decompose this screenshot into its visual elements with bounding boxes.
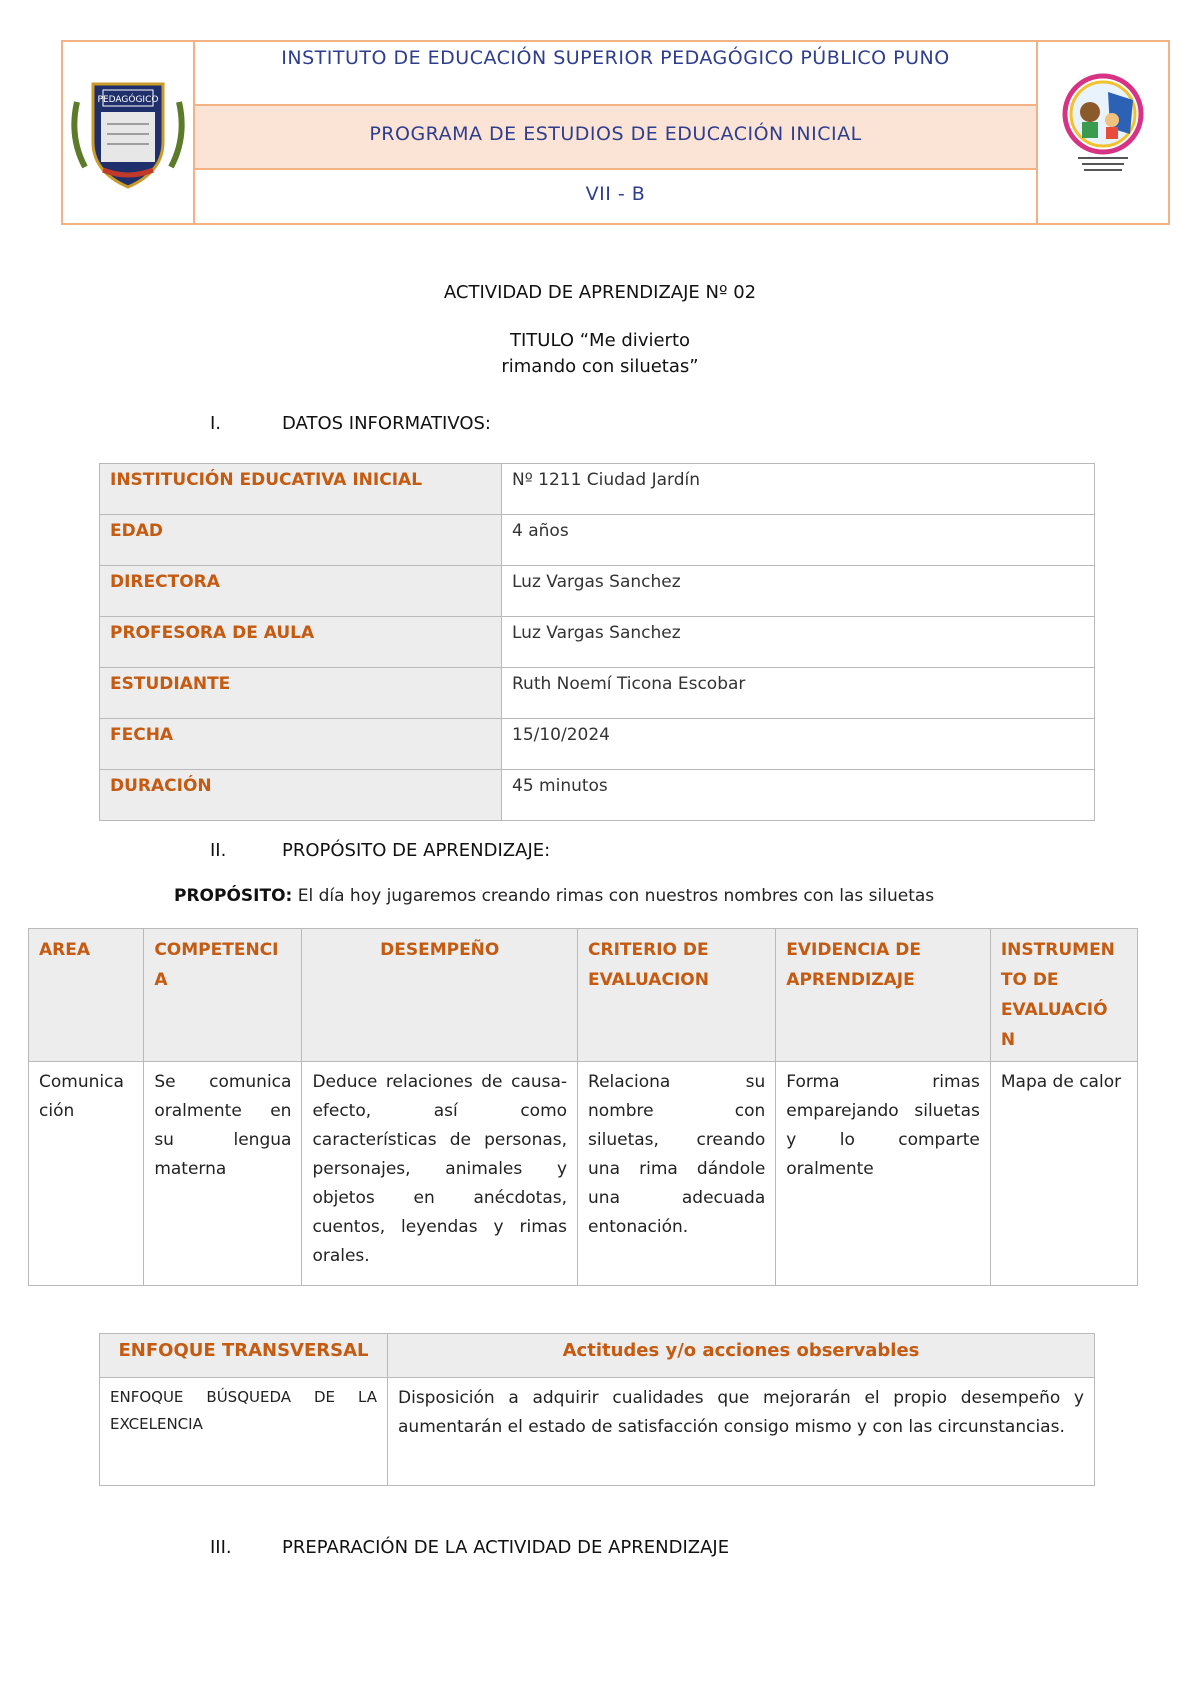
institute-shield-icon (63, 42, 193, 223)
datos-table (99, 463, 1095, 821)
datos-value: Luz Vargas Sanchez (502, 617, 1095, 668)
document-header (61, 40, 1170, 225)
column-header: AREA (29, 929, 144, 1062)
section-2-title: PROPÓSITO DE APRENDIZAJE: (282, 840, 551, 861)
column-header: Actitudes y/o acciones observables (388, 1334, 1095, 1378)
column-header: ENFOQUE TRANSVERSAL (100, 1334, 388, 1378)
enfoque-name: ENFOQUE BÚSQUEDA DE LA EXCELENCIA (100, 1378, 388, 1486)
datos-label: INSTITUCIÓN EDUCATIVA INICIAL (100, 464, 502, 515)
table-row (100, 566, 1095, 617)
activity-title-line2: rimando con siluetas” (501, 356, 699, 377)
proposito-table (28, 928, 1138, 1286)
section-2-number: II. (210, 840, 227, 861)
section-1-heading (210, 413, 491, 434)
program-name: PROGRAMA DE ESTUDIOS DE EDUCACIÓN INICIAL (195, 104, 1036, 170)
section-2-heading (210, 840, 550, 861)
proposito-label: PROPÓSITO: (174, 886, 293, 906)
datos-value: Ruth Noemí Ticona Escobar (502, 668, 1095, 719)
datos-value: Nº 1211 Ciudad Jardín (502, 464, 1095, 515)
datos-label: PROFESORA DE AULA (100, 617, 502, 668)
institute-name: INSTITUTO DE EDUCACIÓN SUPERIOR PEDAGÓGICO PÚBLICO PUNO (281, 47, 950, 69)
section-3-title: PREPARACIÓN DE LA ACTIVIDAD DE APRENDIZAJE (282, 1537, 730, 1558)
proposito-text: El día hoy jugaremos creando rimas con nuestros nombres con las siluetas (292, 886, 935, 906)
datos-label: ESTUDIANTE (100, 668, 502, 719)
logo-lettering: PEDAGÓGICO (97, 95, 159, 105)
table-row (100, 515, 1095, 566)
activity-heading: ACTIVIDAD DE APRENDIZAJE Nº 02 (443, 282, 757, 303)
table-row (100, 1378, 1095, 1486)
datos-label: DIRECTORA (100, 566, 502, 617)
enfoque-table (99, 1333, 1095, 1486)
datos-label: EDAD (100, 515, 502, 566)
header-center (195, 42, 1036, 223)
table-cell: Deduce relaciones de causa-efecto, así como características de personas, personajes, animales y objetos en anécdotas, cuentos, leyendas y rimas orales. (302, 1062, 578, 1286)
table-cell: Relaciona su nombre con siluetas, creando una rima dándole una adecuada entonación. (578, 1062, 776, 1286)
datos-label: DURACIÓN (100, 770, 502, 821)
column-header: CRITERIO DE EVALUACION (578, 929, 776, 1062)
table-header-row (29, 929, 1138, 1062)
table-cell: Forma rimas emparejando siluetas y lo comparte oralmente (776, 1062, 991, 1286)
section-1-number: I. (210, 413, 222, 434)
datos-value: 4 años (502, 515, 1095, 566)
datos-label: FECHA (100, 719, 502, 770)
section-3-number: III. (210, 1537, 232, 1558)
column-header: COMPETENCI A (144, 929, 302, 1062)
table-cell: Comunica ción (29, 1062, 144, 1286)
table-row (100, 668, 1095, 719)
table-row (100, 719, 1095, 770)
table-row (100, 464, 1095, 515)
column-header: INSTRUMEN TO DE EVALUACIÓ N (990, 929, 1137, 1062)
section-3-heading (210, 1537, 729, 1558)
datos-value: 45 minutos (502, 770, 1095, 821)
enfoque-text: Disposición a adquirir cualidades que mejorarán el propio desempeño y aumentarán el estado de satisfacción consigo mismo y con las circunstancias. (388, 1378, 1095, 1486)
table-cell: Se comunica oralmente en su lengua materna (144, 1062, 302, 1286)
institute-logo (63, 42, 195, 223)
table-row (100, 770, 1095, 821)
program-logo (1036, 42, 1168, 223)
datos-value: Luz Vargas Sanchez (502, 566, 1095, 617)
activity-title-line1: TITULO “Me divierto (509, 330, 691, 351)
proposito-line (174, 886, 934, 906)
column-header: DESEMPEÑO (302, 929, 578, 1062)
table-row (29, 1062, 1138, 1286)
column-header: EVIDENCIA DE APRENDIZAJE (776, 929, 991, 1062)
table-row (100, 617, 1095, 668)
table-cell: Mapa de calor (990, 1062, 1137, 1286)
section-1-title: DATOS INFORMATIVOS: (282, 413, 491, 434)
table-header-row (100, 1334, 1095, 1378)
datos-value: 15/10/2024 (502, 719, 1095, 770)
class-section: VII - B (585, 183, 646, 205)
program-badge-icon (1038, 42, 1168, 223)
